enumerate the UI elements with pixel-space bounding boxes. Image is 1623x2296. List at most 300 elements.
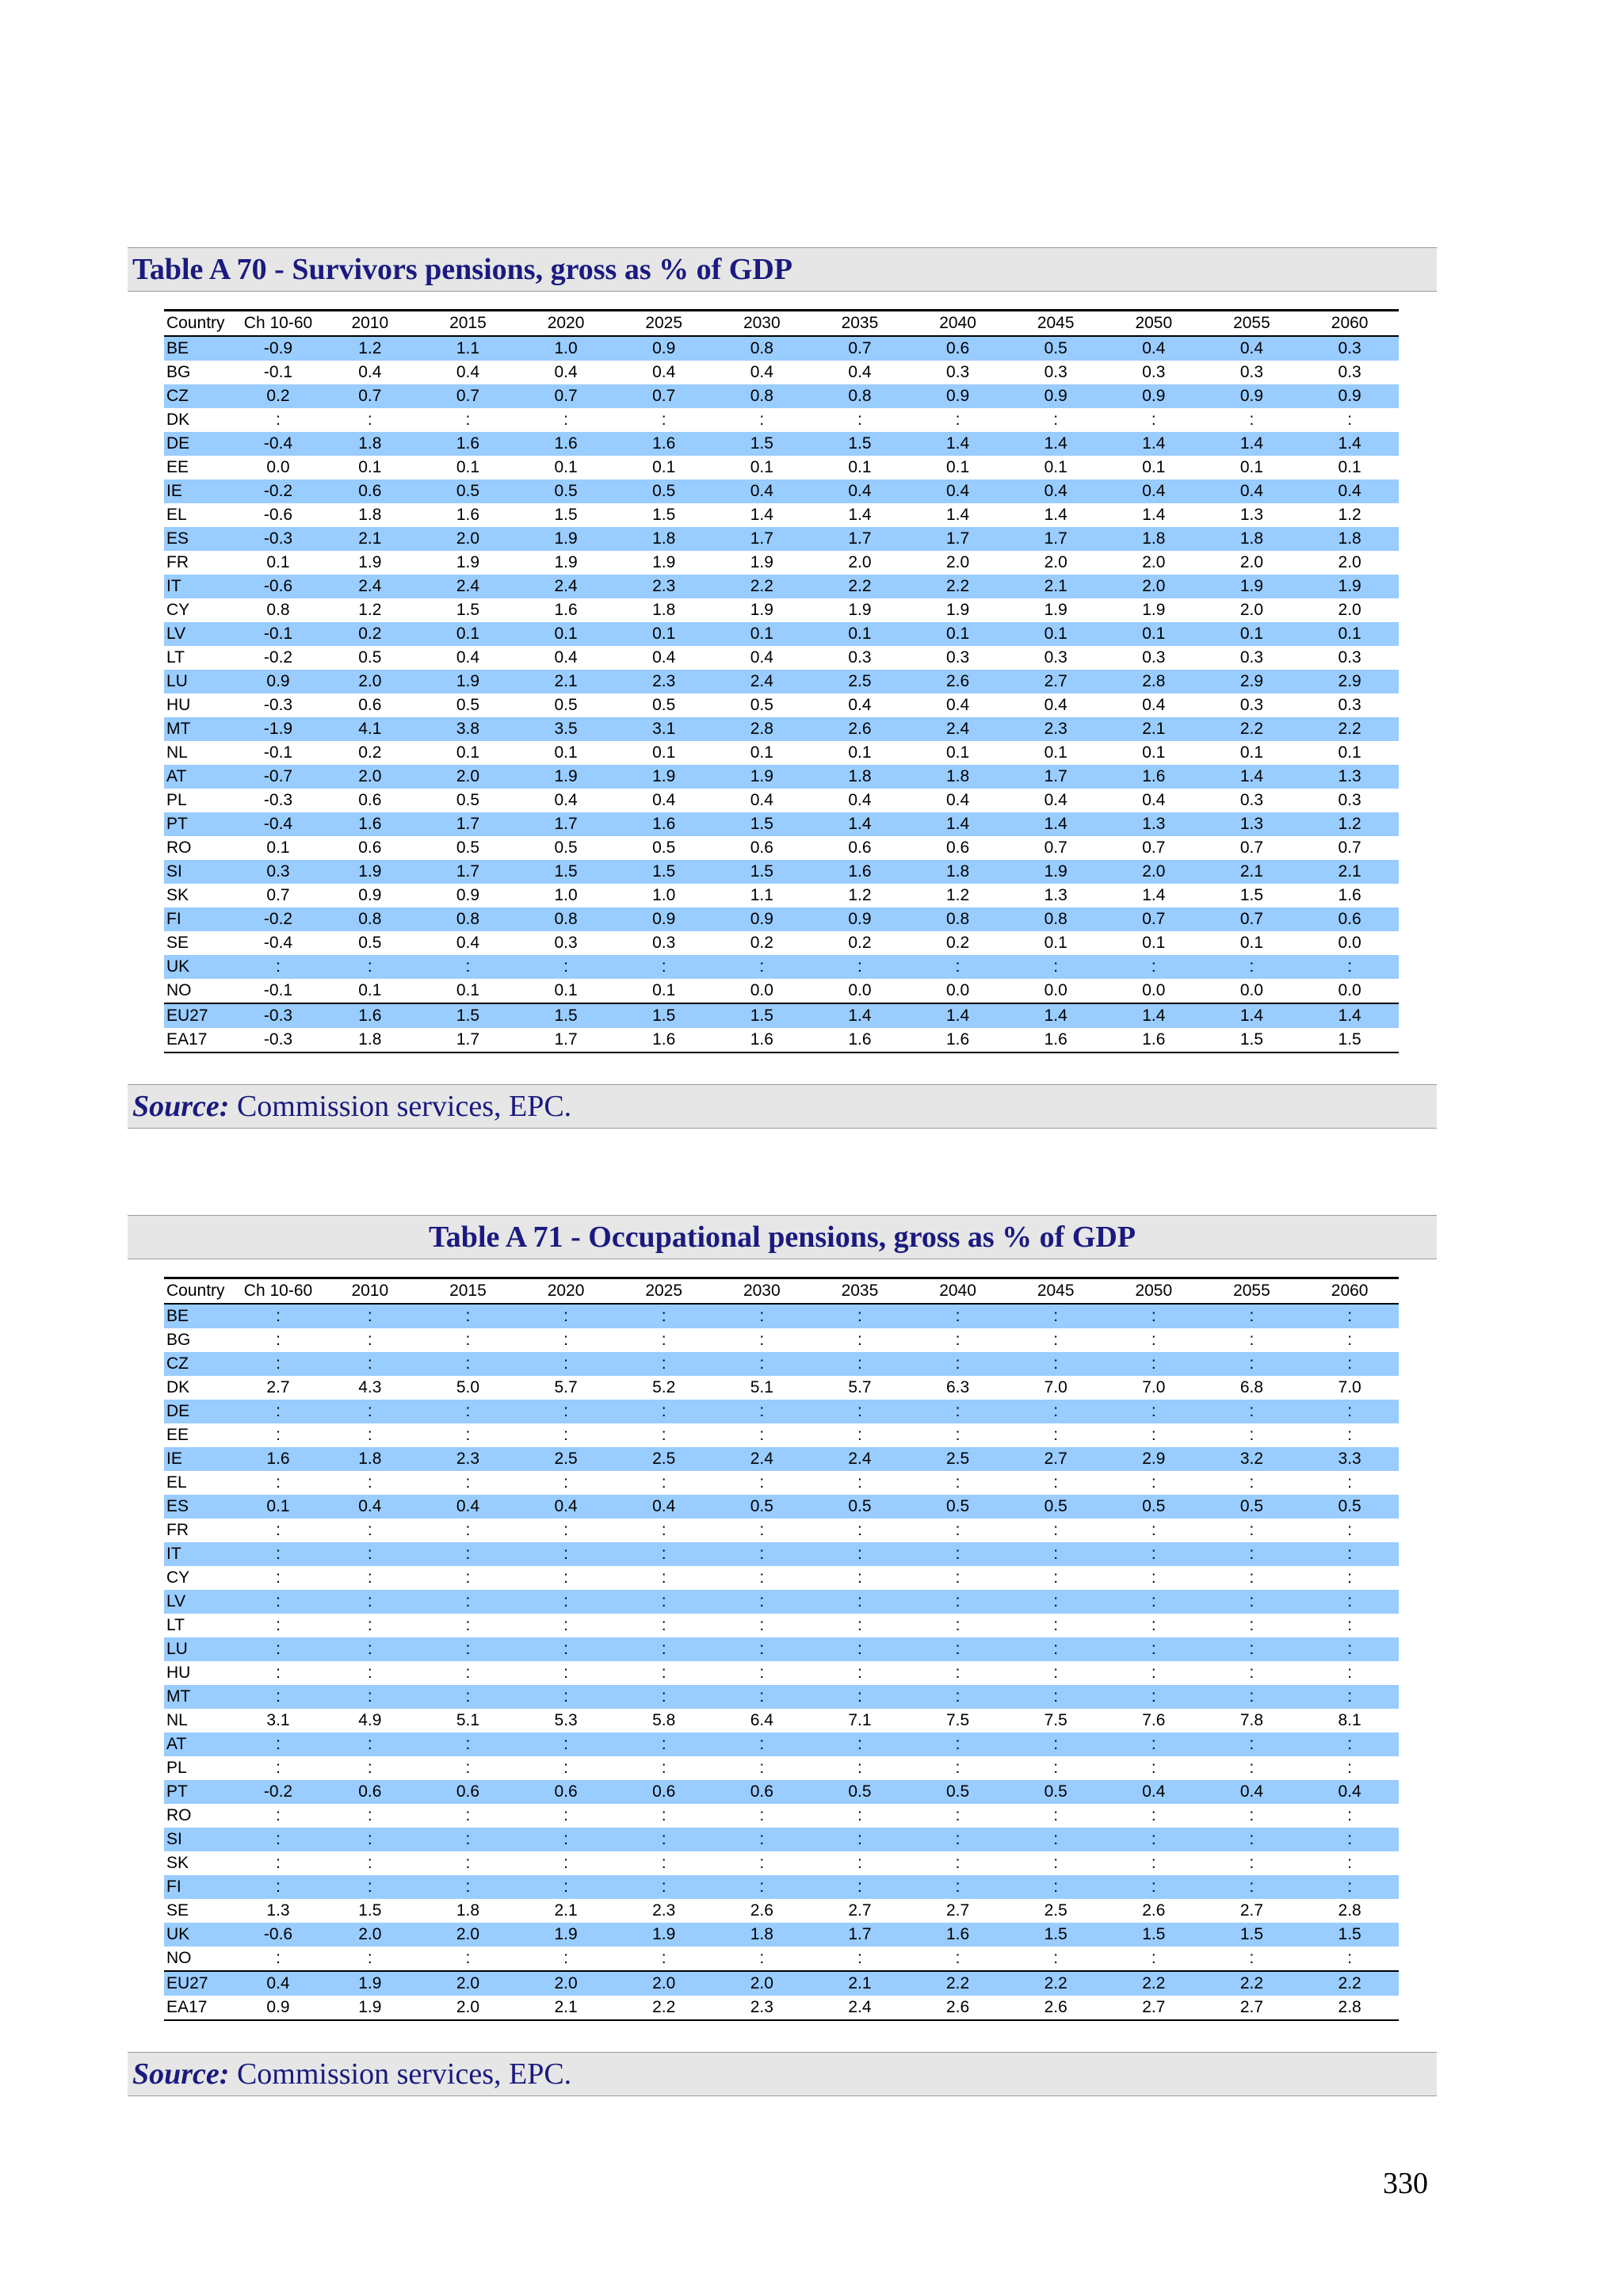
value-cell: : [1249, 1949, 1254, 1967]
value-cell: : [661, 1616, 666, 1634]
value-cell: 0.1 [615, 622, 713, 646]
country-cell: MT [164, 1685, 235, 1709]
value-cell: : [1300, 1400, 1399, 1423]
value-cell: 4.9 [358, 1711, 382, 1729]
value-cell: : [465, 1521, 471, 1539]
value-cell: : [465, 1426, 471, 1444]
value-cell: 1.4 [909, 812, 1007, 836]
value-cell: : [465, 1806, 471, 1824]
value-cell: -0.1 [263, 981, 293, 999]
value-cell: 2.5 [615, 1447, 713, 1471]
table-row [164, 598, 1399, 622]
value-cell: 4.3 [358, 1378, 382, 1396]
value-cell: : [1203, 1542, 1301, 1566]
value-cell: : [1203, 1400, 1301, 1423]
column-header: 2030 [713, 311, 812, 337]
value-cell: 0.2 [235, 384, 321, 408]
value-cell: 0.6 [713, 1780, 812, 1804]
value-cell: 0.5 [652, 696, 676, 714]
value-cell: 1.4 [811, 1003, 909, 1028]
value-cell: 1.6 [321, 1003, 419, 1028]
country-cell: ES [164, 527, 235, 551]
value-cell: : [235, 1733, 321, 1756]
value-cell: : [615, 1685, 713, 1709]
value-cell: 1.9 [517, 1923, 615, 1946]
value-cell: : [465, 1473, 471, 1492]
value-cell: 0.5 [517, 479, 615, 503]
country-cell: MT [164, 717, 235, 741]
value-cell: : [615, 1828, 713, 1851]
value-cell: : [759, 1616, 765, 1634]
value-cell: : [759, 411, 765, 429]
table-row [164, 1996, 1399, 2020]
value-cell: : [713, 1875, 812, 1899]
country-cell: EE [166, 458, 189, 476]
value-cell: 0.5 [1105, 1495, 1203, 1519]
value-cell: : [661, 1473, 666, 1492]
value-cell: : [465, 1331, 471, 1349]
table-row [164, 812, 1399, 836]
value-cell: 0.3 [554, 934, 578, 952]
value-cell: : [321, 1542, 419, 1566]
value-cell: 0.7 [1105, 907, 1203, 931]
country-cell: RO [166, 1806, 192, 1824]
value-cell: : [1053, 1664, 1059, 1682]
value-cell: 1.7 [1006, 765, 1105, 789]
value-cell: 0.1 [358, 981, 382, 999]
value-cell: 0.9 [235, 670, 321, 693]
table-row [164, 384, 1399, 408]
value-cell: : [615, 955, 713, 979]
value-cell: 0.1 [1338, 743, 1361, 762]
value-cell: 0.8 [419, 907, 517, 931]
value-cell: 0.3 [1338, 648, 1361, 667]
value-cell: 2.5 [517, 1447, 615, 1471]
value-cell: -0.6 [235, 575, 321, 598]
value-cell: : [1203, 1352, 1301, 1376]
value-cell: : [1347, 1521, 1353, 1539]
value-cell: 0.5 [1006, 1780, 1105, 1804]
value-cell: -0.3 [235, 1028, 321, 1052]
country-cell: RO [166, 839, 192, 857]
value-cell: 0.4 [750, 648, 773, 667]
value-cell: : [713, 1400, 812, 1423]
country-cell: SE [166, 1901, 189, 1920]
value-cell: -0.4 [235, 432, 321, 456]
value-cell: 0.5 [1300, 1495, 1399, 1519]
value-cell: 3.5 [517, 717, 615, 741]
value-cell: 0.8 [713, 384, 812, 408]
value-cell: 1.2 [1338, 506, 1361, 524]
value-cell: : [465, 1616, 471, 1634]
value-cell: 1.6 [1338, 886, 1361, 904]
value-cell: 4.1 [321, 717, 419, 741]
value-cell: 0.5 [811, 1780, 909, 1804]
value-cell: : [857, 1521, 862, 1539]
value-cell: 0.3 [1300, 336, 1399, 361]
value-cell: 0.4 [554, 648, 578, 667]
value-cell: 1.1 [419, 336, 517, 361]
country-cell: BG [166, 363, 191, 381]
value-cell: 0.8 [517, 907, 615, 931]
value-cell: 0.1 [909, 622, 1007, 646]
country-cell: FI [164, 1875, 235, 1899]
value-cell: : [713, 1637, 812, 1661]
country-cell: NO [166, 1949, 192, 1967]
column-header: 2050 [1105, 311, 1203, 337]
value-cell: : [563, 1806, 568, 1824]
value-cell: 0.1 [1105, 622, 1203, 646]
value-cell: 0.1 [517, 622, 615, 646]
value-cell: 0.7 [1239, 839, 1264, 857]
value-cell: 2.0 [517, 1971, 615, 1996]
value-cell: : [1347, 1331, 1353, 1349]
value-cell: 0.9 [358, 886, 382, 904]
value-cell: : [419, 1828, 517, 1851]
value-cell: 1.0 [554, 886, 578, 904]
value-cell: : [1151, 1426, 1156, 1444]
value-cell: 0.8 [713, 336, 812, 361]
value-cell: : [367, 1949, 372, 1967]
value-cell: 1.7 [1006, 527, 1105, 551]
column-header: 2055 [1203, 1278, 1301, 1305]
value-cell: : [235, 1875, 321, 1899]
country-cell: SI [164, 860, 235, 884]
value-cell: 0.6 [419, 1780, 517, 1804]
value-cell: 1.7 [713, 527, 812, 551]
value-cell: 7.8 [1239, 1711, 1264, 1729]
value-cell: -0.3 [263, 791, 293, 809]
value-cell: : [909, 1590, 1007, 1614]
value-cell: 2.7 [1239, 1901, 1264, 1920]
value-cell: 1.7 [811, 1923, 909, 1946]
value-cell: 0.5 [652, 839, 676, 857]
value-cell: 0.0 [848, 981, 872, 999]
value-cell: : [661, 1806, 666, 1824]
country-cell: EA17 [164, 1028, 235, 1052]
value-cell: 2.6 [750, 1901, 773, 1920]
value-cell: : [367, 1854, 372, 1872]
table-row [164, 670, 1399, 693]
value-cell: 1.3 [1239, 506, 1264, 524]
column-header: Country [164, 311, 235, 337]
column-header: Ch 10-60 [235, 1278, 321, 1305]
country-cell: UK [164, 1923, 235, 1946]
value-cell: : [955, 1331, 960, 1349]
country-cell: BE [164, 1304, 235, 1328]
value-cell: : [1053, 411, 1059, 429]
value-cell: : [563, 1473, 568, 1492]
value-cell: 2.0 [1105, 860, 1203, 884]
value-cell: 1.6 [615, 1028, 713, 1052]
value-cell: 3.2 [1203, 1447, 1301, 1471]
value-cell: : [1300, 1352, 1399, 1376]
value-cell: 0.0 [266, 458, 290, 476]
value-cell: 0.3 [1044, 363, 1067, 381]
value-cell: 0.5 [1203, 1495, 1301, 1519]
value-cell: : [759, 1331, 765, 1349]
value-cell: 0.4 [1203, 1780, 1301, 1804]
table-row [164, 1566, 1399, 1590]
value-cell: : [909, 1542, 1007, 1566]
value-cell: : [235, 955, 321, 979]
value-cell: 0.7 [811, 336, 909, 361]
value-cell: : [321, 1685, 419, 1709]
value-cell: 1.1 [750, 886, 773, 904]
table-row [164, 1661, 1399, 1685]
value-cell: : [909, 1685, 1007, 1709]
value-cell: 1.8 [652, 601, 676, 619]
value-cell: 1.9 [615, 1923, 713, 1946]
value-cell: 7.1 [848, 1711, 872, 1729]
value-cell: 2.4 [419, 575, 517, 598]
value-cell: 0.5 [456, 696, 480, 714]
value-cell: 2.4 [909, 717, 1007, 741]
value-cell: 0.5 [909, 1780, 1007, 1804]
value-cell: 0.4 [321, 1495, 419, 1519]
table-row [164, 479, 1399, 503]
value-cell: : [276, 1568, 281, 1587]
value-cell: : [1151, 1759, 1156, 1777]
value-cell: 0.3 [1239, 791, 1264, 809]
value-cell: : [811, 1733, 909, 1756]
value-cell: 1.8 [909, 765, 1007, 789]
value-cell: 5.8 [652, 1711, 676, 1729]
value-cell: 0.7 [266, 886, 290, 904]
table-row [164, 503, 1399, 527]
value-cell: 0.4 [235, 1971, 321, 1996]
value-cell: : [909, 1828, 1007, 1851]
value-cell: 1.6 [321, 812, 419, 836]
value-cell: 2.0 [1044, 553, 1067, 571]
value-cell: 2.2 [1300, 717, 1399, 741]
value-cell: : [857, 411, 862, 429]
value-cell: : [321, 1875, 419, 1899]
value-cell: -0.3 [235, 1003, 321, 1028]
value-cell: 3.3 [1300, 1447, 1399, 1471]
value-cell: 1.5 [1203, 1923, 1301, 1946]
value-cell: 7.5 [945, 1711, 970, 1729]
value-cell: 0.1 [945, 458, 970, 476]
value-cell: : [517, 1733, 615, 1756]
value-cell: 0.1 [235, 1495, 321, 1519]
value-cell: : [235, 1828, 321, 1851]
country-cell: SE [166, 934, 189, 952]
value-cell: -0.1 [263, 363, 293, 381]
table-row [164, 432, 1399, 456]
value-cell: 5.7 [554, 1378, 578, 1396]
value-cell: 1.5 [713, 432, 812, 456]
country-cell: IT [164, 1542, 235, 1566]
value-cell: 0.1 [456, 981, 480, 999]
value-cell: 0.8 [909, 907, 1007, 931]
value-cell: 0.0 [945, 981, 970, 999]
value-cell: 0.4 [945, 791, 970, 809]
value-cell: 2.0 [848, 553, 872, 571]
value-cell: 1.5 [811, 432, 909, 456]
column-header: 2020 [517, 311, 615, 337]
value-cell: : [615, 1637, 713, 1661]
value-cell: 0.4 [456, 934, 480, 952]
value-cell: 1.7 [419, 1028, 517, 1052]
value-cell: -0.4 [235, 812, 321, 836]
value-cell: : [517, 1828, 615, 1851]
value-cell: : [1151, 411, 1156, 429]
value-cell: : [1105, 955, 1203, 979]
value-cell: 2.1 [554, 1901, 578, 1920]
value-cell: 0.1 [1203, 622, 1301, 646]
value-cell: 2.0 [945, 553, 970, 571]
value-cell: : [1053, 1806, 1059, 1824]
value-cell: : [367, 1521, 372, 1539]
country-cell: NO [166, 981, 192, 999]
value-cell: : [1105, 1590, 1203, 1614]
value-cell: 0.3 [652, 934, 676, 952]
value-cell: : [1203, 955, 1301, 979]
value-cell: 1.5 [713, 1003, 812, 1028]
value-cell: : [517, 1637, 615, 1661]
value-cell: : [759, 1664, 765, 1682]
country-cell: LT [166, 1616, 185, 1634]
value-cell: 1.2 [1300, 812, 1399, 836]
value-cell: 0.4 [909, 479, 1007, 503]
value-cell: 1.5 [554, 506, 578, 524]
value-cell: 1.9 [419, 670, 517, 693]
table-row [164, 575, 1399, 598]
value-cell: 0.4 [1300, 1780, 1399, 1804]
country-cell: LV [164, 1590, 235, 1614]
value-cell: 1.9 [750, 553, 773, 571]
value-cell: 2.2 [909, 1971, 1007, 1996]
value-cell: 2.1 [1105, 717, 1203, 741]
value-cell: 0.1 [266, 553, 290, 571]
column-header: 2010 [321, 311, 419, 337]
value-cell: : [517, 1590, 615, 1614]
value-cell: 0.7 [1044, 839, 1067, 857]
value-cell: 1.9 [1203, 575, 1301, 598]
value-cell: : [1151, 1854, 1156, 1872]
value-cell: : [1006, 1304, 1105, 1328]
value-cell: 2.3 [615, 670, 713, 693]
value-cell: 0.6 [909, 336, 1007, 361]
value-cell: 0.4 [554, 791, 578, 809]
table-row [164, 336, 1399, 361]
value-cell: : [1006, 1733, 1105, 1756]
value-cell: 2.6 [811, 717, 909, 741]
value-cell: 2.3 [419, 1447, 517, 1471]
value-cell: 2.2 [615, 1996, 713, 2020]
value-cell: : [1347, 1568, 1353, 1587]
value-cell: 0.1 [652, 458, 676, 476]
value-cell: 1.6 [1006, 1028, 1105, 1052]
value-cell: : [276, 1949, 281, 1967]
table-row [164, 1851, 1399, 1875]
value-cell: 1.2 [358, 601, 382, 619]
value-cell: : [563, 1426, 568, 1444]
value-cell: : [759, 1426, 765, 1444]
value-cell: : [1249, 1664, 1254, 1682]
value-cell: : [955, 1616, 960, 1634]
value-cell: 2.7 [945, 1901, 970, 1920]
value-cell: : [713, 1304, 812, 1328]
country-cell: DE [164, 1400, 235, 1423]
value-cell: : [811, 1875, 909, 1899]
column-header: Ch 10-60 [235, 311, 321, 337]
value-cell: 2.8 [713, 717, 812, 741]
value-cell: 0.1 [848, 458, 872, 476]
value-cell: 0.7 [321, 384, 419, 408]
column-header: 2040 [909, 311, 1007, 337]
value-cell: : [235, 1685, 321, 1709]
value-cell: : [465, 1854, 471, 1872]
value-cell: : [1249, 1568, 1254, 1587]
value-cell: 2.2 [811, 575, 909, 598]
value-cell: 1.4 [1203, 432, 1301, 456]
table-row [164, 717, 1399, 741]
value-cell: -0.1 [235, 622, 321, 646]
value-cell: 1.6 [713, 1028, 812, 1052]
value-cell: 2.5 [909, 1447, 1007, 1471]
value-cell: 1.8 [321, 1028, 419, 1052]
country-cell: HU [166, 1664, 191, 1682]
value-cell: : [713, 1733, 812, 1756]
value-cell: : [811, 1590, 909, 1614]
value-cell: 2.2 [1203, 717, 1301, 741]
value-cell: 2.2 [713, 575, 812, 598]
value-cell: 1.8 [811, 765, 909, 789]
value-cell: 0.0 [750, 981, 773, 999]
value-cell: 1.5 [517, 1003, 615, 1028]
table-row [164, 1804, 1399, 1828]
value-cell: 0.6 [321, 1780, 419, 1804]
value-cell: 0.6 [1300, 907, 1399, 931]
value-cell: 1.5 [615, 1003, 713, 1028]
value-cell: 1.2 [945, 886, 970, 904]
country-cell: PT [164, 812, 235, 836]
value-cell: 0.1 [1300, 622, 1399, 646]
value-cell: -0.9 [235, 336, 321, 361]
column-header: 2035 [811, 1278, 909, 1305]
value-cell: 2.7 [1203, 1996, 1301, 2020]
value-cell: 2.7 [848, 1901, 872, 1920]
value-cell: 0.6 [358, 696, 382, 714]
country-cell: PT [164, 1780, 235, 1804]
value-cell: 0.1 [652, 981, 676, 999]
value-cell: : [1105, 1875, 1203, 1899]
value-cell: : [1300, 1637, 1399, 1661]
value-cell: 0.4 [1203, 336, 1301, 361]
table-row [164, 693, 1399, 717]
country-cell: LU [164, 1637, 235, 1661]
value-cell: 1.5 [1239, 886, 1264, 904]
value-cell: 2.0 [419, 527, 517, 551]
value-cell: 1.6 [1105, 1028, 1203, 1052]
value-cell: 2.4 [811, 1447, 909, 1471]
value-cell: -0.6 [263, 506, 293, 524]
value-cell: : [661, 1949, 666, 1967]
value-cell: : [1249, 1426, 1254, 1444]
country-cell: IT [164, 575, 235, 598]
value-cell: : [367, 1426, 372, 1444]
country-cell: LT [166, 648, 185, 667]
column-header: 2045 [1006, 311, 1105, 337]
source-label: Source: [132, 2057, 230, 2091]
value-cell: 1.4 [750, 506, 773, 524]
value-cell: : [1347, 1759, 1353, 1777]
value-cell: 1.4 [909, 432, 1007, 456]
value-cell: 5.1 [750, 1378, 773, 1396]
value-cell: : [1300, 1828, 1399, 1851]
